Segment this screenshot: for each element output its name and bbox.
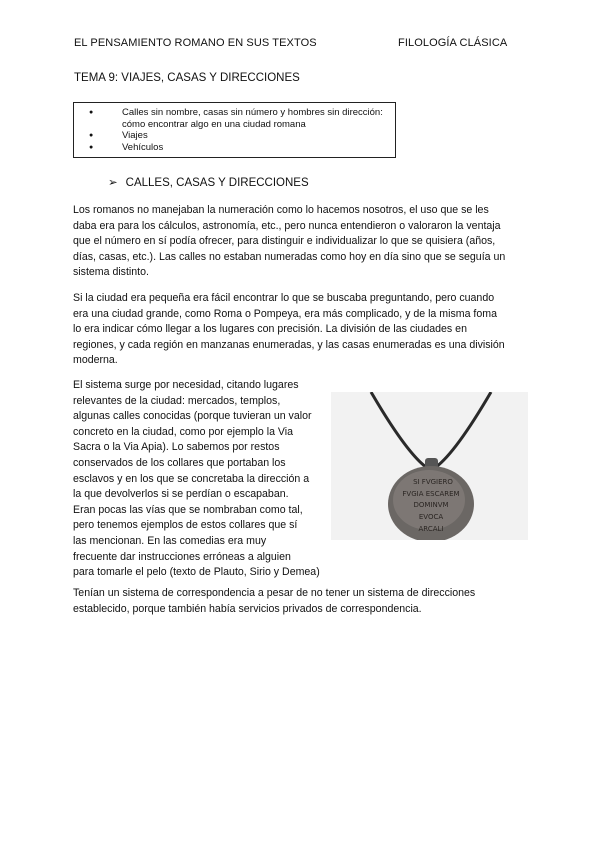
arrow-bullet-icon: ➢ [108,177,118,189]
paragraph-line: días, casas, etc.). Las calles no estaban numeradas como hoy en día sino que se seguía un [73,250,506,263]
summary-item-text: ● Calles sin nombre, casas sin número y hombres sin dirección: [122,107,383,118]
medallion-photo-icon [331,392,528,540]
svg-text:EVOCA: EVOCA [418,513,444,521]
summary-item [82,107,383,130]
paragraph-line: pero tenemos ejemplos de estos collares que sí [73,519,298,532]
paragraph-line: regiones, y cada región en manzanas enumeradas, y las casas enumeradas es una división [73,338,505,351]
svg-text:SI FVGIERO: SI FVGIERO [413,478,453,486]
paragraph-line: concreto en la ciudad, como por ejemplo la Via [73,425,294,438]
paragraph-line: la que devolverlos si se perdían o escapaban. [73,488,289,501]
paragraph-line: relevantes de la ciudad: mercados, templos, [73,394,281,407]
paragraph-line: establecido, porque también había servicios privados de correspondencia. [73,602,422,615]
paragraph-line: frecuente dar instrucciones erróneas a alguien [73,550,291,563]
paragraph-line: daba era para los cálculos, astronomía, etc., pero nunca entendieron o valoraron la ventaja [73,219,501,232]
paragraph-line: moderna. [73,354,118,367]
svg-text:ARCALI: ARCALI [418,525,444,533]
summary-item [82,142,383,154]
summary-item-text: ● Vehículos [122,141,164,153]
paragraph-line: Si la ciudad era pequeña era fácil encontrar lo que se buscaba preguntando, pero cuando [73,292,495,304]
paragraph-line: lo era indicar cómo llegar a los lugares con precisión. La división de las ciudades en [73,323,467,336]
paragraph-line: sistema distinto. [73,266,149,279]
paragraph-line: Tenían un sistema de correspondencia a pesar de no tener un sistema de direcciones [73,587,476,599]
topic-title: TEMA 9: VIAJES, CASAS Y DIRECCIONES [74,72,300,84]
paragraph-numeration [73,203,505,281]
paragraph-line: El sistema surge por necesidad, citando lugares [73,379,299,391]
section-heading-text: CALLES, CASAS Y DIRECCIONES [125,177,309,189]
svg-text:DOMINVM: DOMINVM [413,501,449,509]
header-course-title: EL PENSAMIENTO ROMANO EN SUS TEXTOS [74,37,317,49]
paragraph-line: era una ciudad grande, como Roma o Pompeya, era más complicado, y de la misma foma [73,307,497,320]
paragraph-correspondence [73,586,475,617]
paragraph-system [73,378,320,581]
slave-collar-medallion-image [331,392,528,540]
paragraph-line: las mencionan. En las comedias era muy [73,534,267,547]
topic-summary-box [73,102,396,158]
summary-item [82,130,383,142]
svg-text:FVGIA ESCAREM: FVGIA ESCAREM [402,490,460,498]
paragraph-line: Eran pocas las vías que se nombraban como tal, [73,503,303,516]
paragraph-line: conservados de los collares que portaban los [73,456,286,469]
paragraph-line: que el número en sí podía ofrecer, para distinguir e individualizar lo que se quisiera (años, [73,235,496,248]
paragraph-line: algunas calles conocidas (porque tuvieran un valor [73,410,312,423]
summary-item-text: cómo encontrar algo en una ciudad romana [122,118,306,130]
paragraph-line: para tomarle el pelo (texto de Plauto, Sirio y Demea) [73,566,320,579]
summary-item-text: ● Viajes [122,130,148,141]
paragraph-city-size [73,291,505,369]
paragraph-line: esclavos y en los que se concretaba la dirección a [73,472,310,485]
paragraph-line: Sacra o la Via Apia). Lo sabemos por restos [73,441,280,454]
paragraph-line: Los romanos no manejaban la numeración como lo hacemos nosotros, el uso que se les [73,204,489,216]
summary-list [82,107,383,153]
section-heading [108,175,309,189]
header-department: FILOLOGÍA CLÁSICA [398,37,508,49]
